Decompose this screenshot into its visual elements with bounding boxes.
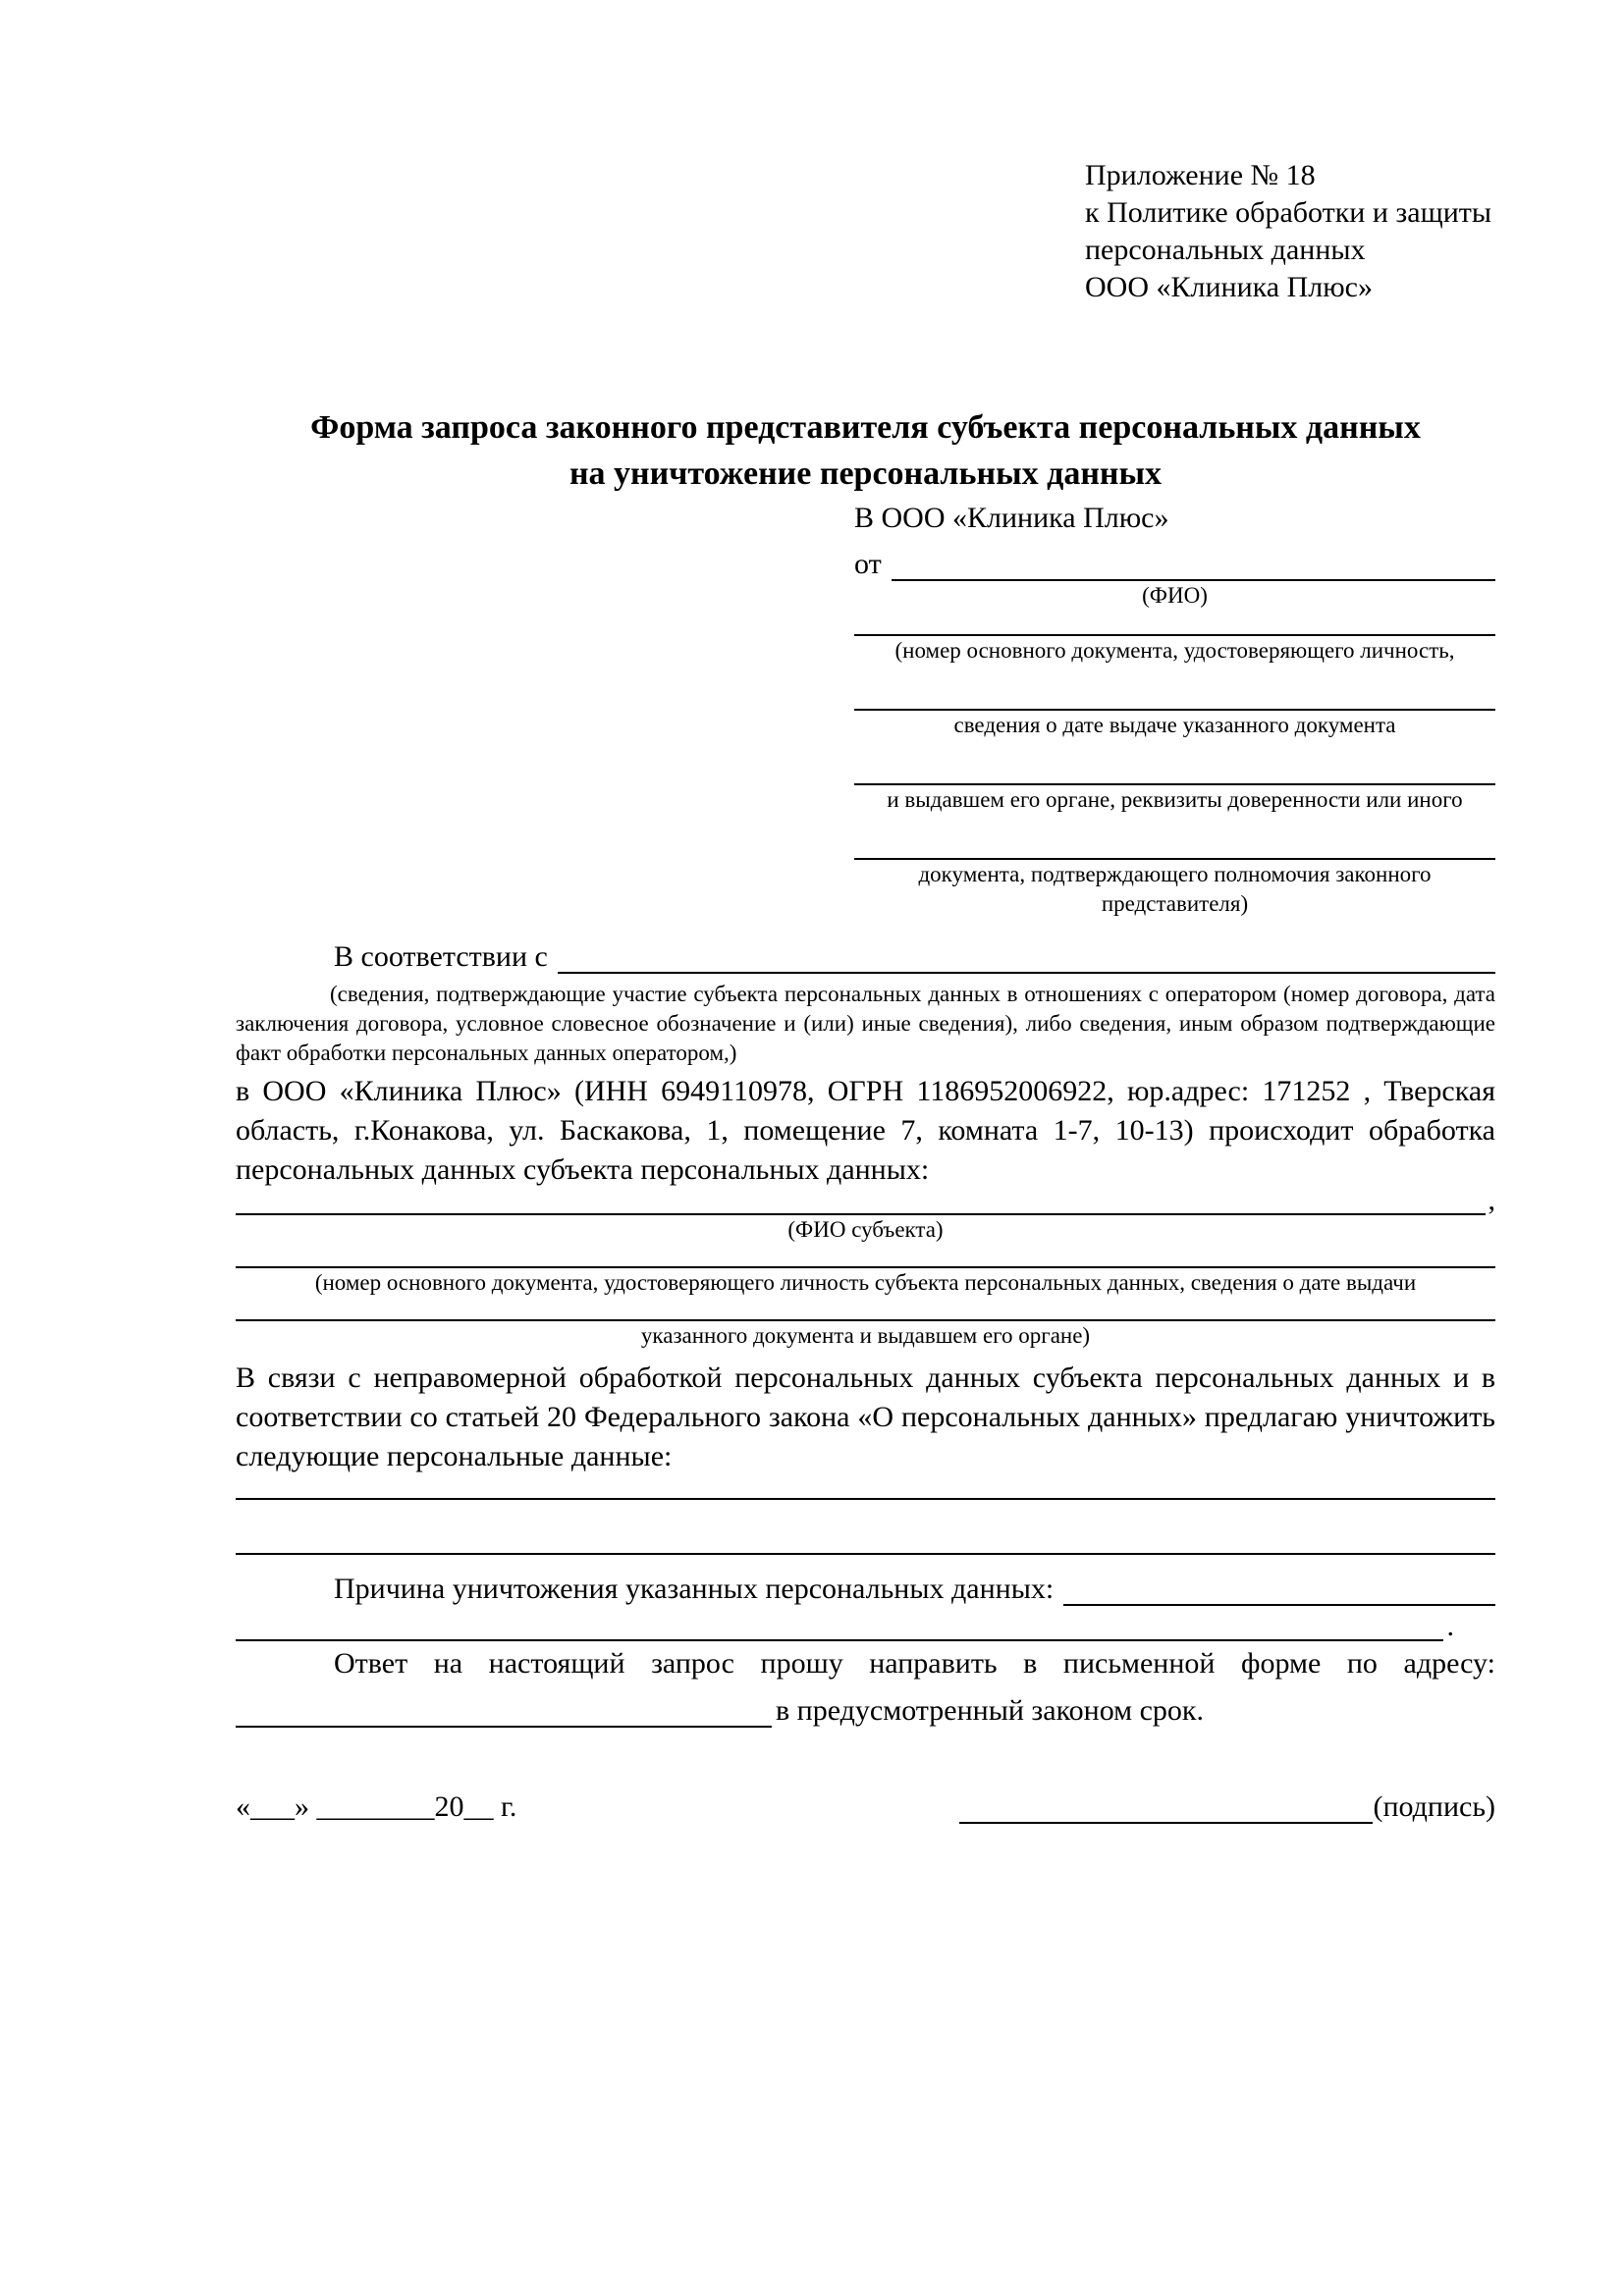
signature-blank-line: [959, 1822, 1373, 1824]
form-title-line-1: Форма запроса законного представителя субъекта персональных данных: [310, 409, 1421, 446]
accordance-blank-line: [558, 972, 1495, 974]
accordance-note: (сведения, подтверждающие участие субъекта персональных данных в отношениях с оператором (номер договора, дата заключения договора, условное словесное обозначение и (или) иные сведения), либо сведения, иным образом подтверждающие факт обработки персональных данных оператором,): [236, 982, 1495, 1065]
signature-caption: (подпись): [1373, 1790, 1495, 1823]
subject-name-line-suffix: ,: [1488, 1184, 1495, 1216]
operator-paragraph: в ООО «Клиника Плюс» (ИНН 6949110978, ОГРН 1186952006922, юр.адрес: 171252 , Тверская область, г.Конакова, ул. Баскакова, 1, помещение 7, комната 1-7, 10-13) происходит обработка персональных данных субъекта персональных данных:: [236, 1075, 1495, 1186]
reason-continuation-field: [236, 1606, 1495, 1641]
addressee-organization: В ООО «Клиника Плюс»: [854, 502, 1169, 534]
form-title: [236, 404, 1495, 497]
date-field: «___» ________20__ г.: [236, 1790, 517, 1823]
footer-row: [236, 1790, 1495, 1824]
personal-data-blank-line: [236, 1553, 1495, 1555]
reason-blank-line: [1063, 1604, 1495, 1606]
from-field: [854, 540, 1495, 581]
reason-continuation-blank-line: [236, 1639, 1443, 1641]
appendix-line: Приложение № 18: [1085, 159, 1316, 191]
subject-doc-caption: указанного документа и выдавшем его органе): [640, 1323, 1091, 1348]
address-blank-line: [236, 1726, 772, 1728]
from-label: от: [854, 548, 882, 580]
appendix-line: к Политике обработки и защиты: [1085, 196, 1492, 229]
signature-field: [959, 1790, 1495, 1824]
addressee-block: [854, 497, 1495, 919]
representative-doc-caption: (номер основного документа, удостоверяющего личность,: [894, 638, 1455, 663]
subject-doc-caption: (номер основного документа, удостоверяющего личность субъекта персональных данных, сведения о дате выдачи: [314, 1270, 1417, 1295]
appendix-line: персональных данных: [1085, 234, 1366, 266]
form-title-line-2: на уничтожение персональных данных: [568, 455, 1163, 492]
sentence-period: .: [1446, 1610, 1454, 1642]
personal-data-blank-line: [236, 1498, 1495, 1500]
representative-doc-caption: и выдавшем его органе, реквизиты доверенности или иного: [887, 787, 1463, 812]
representative-doc-caption: документа, подтверждающего полномочия законного представителя): [918, 862, 1432, 916]
reply-term-field: [236, 1684, 1495, 1728]
representative-doc-caption: сведения о дате выдаче указанного документа: [953, 713, 1396, 737]
appendix-line: ООО «Клиника Плюс»: [1085, 271, 1373, 303]
fio-caption: (ФИО): [1142, 583, 1208, 608]
accordance-label: В соответствии с: [334, 940, 548, 973]
form-body: [236, 931, 1495, 1728]
reason-field: [236, 1559, 1495, 1606]
reason-label: Причина уничтожения указанных персональных данных:: [334, 1573, 1055, 1605]
demand-paragraph: В связи с неправомерной обработкой персональных данных субъекта персональных данных и в соответствии со статьей 20 Федерального закона «О персональных данных» предлагаю уничтожить следующие персональные данные:: [236, 1362, 1495, 1472]
accordance-field: [236, 931, 1495, 974]
reply-term-text: в предусмотренный законом срок.: [776, 1694, 1204, 1727]
subject-fio-caption: (ФИО субъекта): [787, 1217, 944, 1242]
subject-name-field: [236, 1184, 1495, 1216]
reply-address-text: Ответ на настоящий запрос прошу направить в письменной форме по адресу:: [334, 1647, 1495, 1680]
appendix-note: [1085, 157, 1495, 306]
